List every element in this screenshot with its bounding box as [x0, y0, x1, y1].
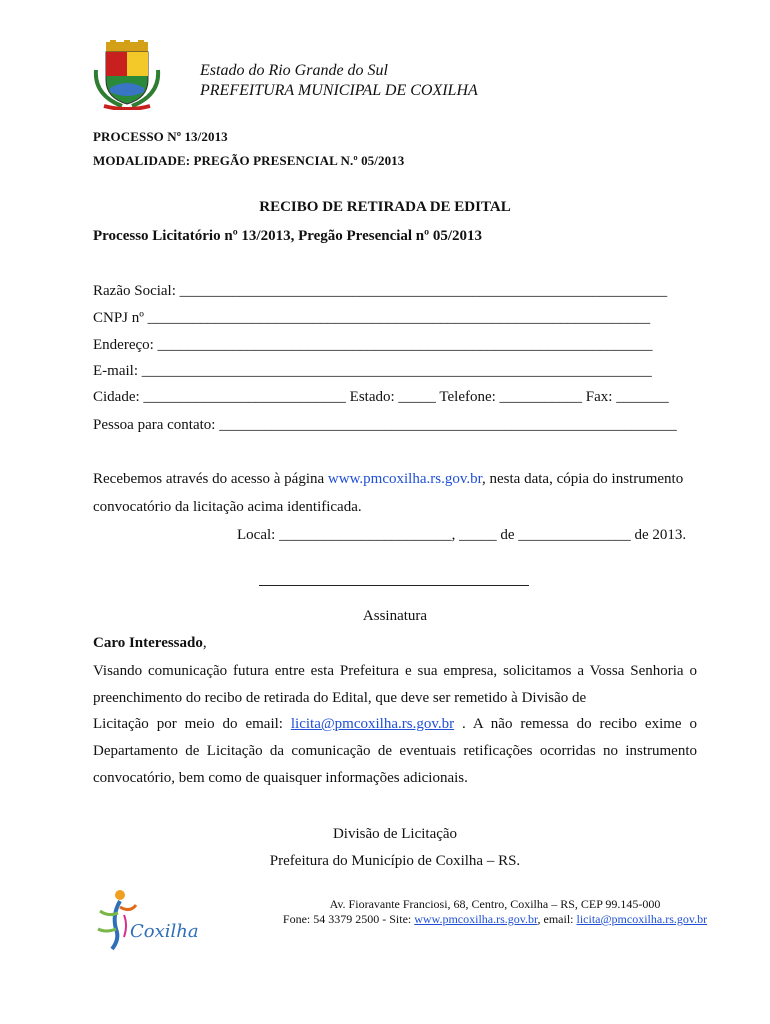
endereco-field[interactable]: Endereço: __________________________________________________________________: [93, 337, 653, 353]
footer-contact: Fone: 54 3379 2500 - Site: www.pmcoxilha.rs.gov.br, email: licita@pmcoxilha.rs.gov.br: [282, 912, 708, 926]
email-field[interactable]: E-mail: ____________________________________________________________________: [93, 363, 652, 379]
header-state: Estado do Rio Grande do Sul: [200, 62, 388, 79]
process-number: PROCESSO Nº 13/2013: [93, 129, 228, 144]
form-subtitle: Processo Licitatório nº 13/2013, Pregão Presencial nº 05/2013: [93, 228, 483, 244]
notice-email-link[interactable]: licita@pmcoxilha.rs.gov.br: [290, 716, 455, 732]
received-line-2: convocatório da licitação acima identificada.: [93, 499, 362, 515]
site-link[interactable]: www.pmcoxilha.rs.gov.br: [327, 471, 483, 487]
footer-address: Av. Fioravante Franciosi, 68, Centro, Coxilha – RS, CEP 99.145-000: [329, 897, 661, 911]
pessoa-contato-field[interactable]: Pessoa para contato: _____________________________________________________________: [93, 417, 677, 433]
form-title: RECIBO DE RETIRADA DE EDITAL: [259, 199, 511, 215]
signature-label: Assinatura: [362, 608, 428, 624]
closing-prefecture: Prefeitura do Município de Coxilha – RS.: [269, 853, 521, 869]
signature-line: [259, 585, 529, 586]
coat-of-arms-logo: [92, 40, 162, 110]
header-prefecture: PREFEITURA MUNICIPAL DE COXILHA: [200, 82, 478, 99]
razao-social-field[interactable]: Razão Social: _________________________________________________________________: [93, 283, 668, 299]
closing-division: Divisão de Licitação: [332, 826, 458, 842]
notice-greeting: Caro Interessado,: [93, 635, 207, 651]
received-line-1: Recebemos através do acesso à página www.pmcoxilha.rs.gov.br, nesta data, cópia do instrumento: [93, 471, 684, 487]
footer-email-link[interactable]: licita@pmcoxilha.rs.gov.br: [576, 912, 708, 926]
notice-line-5: convocatório, bem como de quaisquer informações adicionais.: [93, 770, 468, 786]
cnpj-field[interactable]: CNPJ nº ___________________________________________________________________: [93, 310, 651, 326]
notice-line-2: preenchimento do recibo de retirada do Edital, que deve ser remetido à Divisão de: [93, 690, 587, 706]
notice-line-1: Visando comunicação futura entre esta Prefeitura e sua empresa, solicitamos a Vossa Senhoria o: [93, 663, 697, 679]
footer-site-link[interactable]: www.pmcoxilha.rs.gov.br: [414, 912, 538, 926]
local-date-line[interactable]: Local: _______________________, _____ de _______________ de 2013.: [237, 527, 687, 543]
process-modality: MODALIDADE: PREGÃO PRESENCIAL N.º 05/2013: [93, 153, 405, 168]
coxilha-logo-text: Coxilha: [130, 921, 199, 942]
notice-line-4: Departamento de Licitação da comunicação de eventuais retificações ocorridas no instrumento: [93, 743, 697, 759]
cidade-estado-telefone-fax-field[interactable]: Cidade: ___________________________ Estado: _____ Telefone: ___________ Fax: _______: [93, 389, 669, 405]
notice-line-3: Licitação por meio do email: licita@pmcoxilha.rs.gov.br . A não remessa do recibo exime o: [93, 716, 697, 732]
